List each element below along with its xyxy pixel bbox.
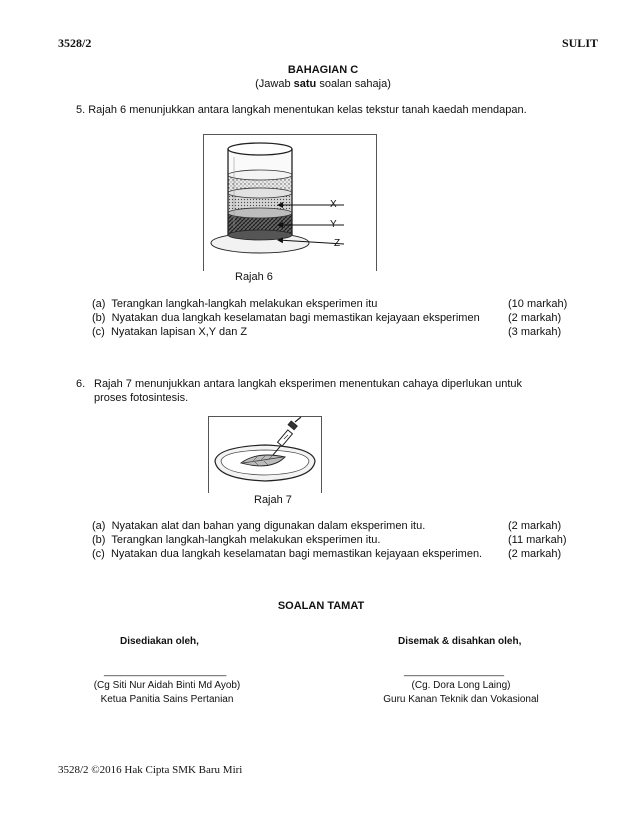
q5-part-c <box>92 326 572 340</box>
question-6-line-2: proses fotosintesis. <box>94 392 189 404</box>
question-6-number: 6. <box>76 378 86 390</box>
part-text: Terangkan langkah-langkah melakukan eksperimen itu <box>111 298 378 310</box>
part-letter: (c) <box>92 326 105 338</box>
question-6-line-1: Rajah 7 menunjukkan antara langkah eksperimen menentukan cahaya diperlukan untuk <box>94 378 523 390</box>
part-text: Nyatakan lapisan X,Y dan Z <box>110 326 248 338</box>
part-letter: (c) <box>92 548 105 560</box>
end-text: SOALAN TAMAT <box>277 600 365 612</box>
q6-part-b <box>92 534 572 548</box>
part-text: Terangkan langkah-langkah melakukan eksperimen itu. <box>111 534 381 546</box>
label-z: Z <box>334 238 341 249</box>
part-marks: (10 markah) <box>508 298 568 310</box>
part-text: Nyatakan dua langkah keselamatan bagi memastikan kejayaan eksperimen <box>111 312 480 324</box>
verified-by-name: (Cg. Dora Long Laing) <box>411 680 511 691</box>
classification-label: SULIT <box>561 36 598 50</box>
verified-by-signature-line: __________________ <box>404 666 505 677</box>
part-text: Nyatakan alat dan bahan yang digunakan dalam eksperimen itu. <box>111 520 426 532</box>
verified-by-role: Guru Kanan Teknik dan Vokasional <box>383 694 539 705</box>
q6-part-a <box>92 520 572 534</box>
prepared-by-role: Ketua Panitia Sains Pertanian <box>100 694 234 705</box>
part-marks: (2 markah) <box>508 548 562 560</box>
q5-part-b <box>92 312 572 326</box>
part-marks: (2 markah) <box>508 312 562 324</box>
prepared-by-name: (Cg Siti Nur Aidah Binti Md Ayob) <box>93 680 241 691</box>
paper-code: 3528/2 <box>58 36 92 50</box>
part-letter: (b) <box>92 534 106 546</box>
petri-dish-leaf-illustration <box>209 417 321 493</box>
part-letter: (b) <box>92 312 106 324</box>
footer-copyright: 3528/2 ©2016 Hak Cipta SMK Baru Miri <box>58 764 243 776</box>
part-marks: (2 markah) <box>508 520 562 532</box>
verified-by-heading: Disemak & disahkan oleh, <box>398 636 522 647</box>
section-title: BAHAGIAN C <box>287 64 359 76</box>
prepared-by-signature-line: ______________________ <box>104 666 227 677</box>
question-5-text: 5. Rajah 6 menunjukkan antara langkah menentukan kelas tekstur tanah kaedah mendapan. <box>76 104 527 116</box>
q6-part-c <box>92 548 572 562</box>
part-marks: (11 markah) <box>508 534 567 546</box>
section-instruction: (Jawab satu soalan sahaja) <box>255 78 391 90</box>
part-marks: (3 markah) <box>508 326 562 338</box>
label-x: X <box>330 199 337 210</box>
label-y: Y <box>330 219 337 230</box>
q5-part-a <box>92 298 572 312</box>
figure-caption-rajah-7: Rajah 7 <box>254 494 292 506</box>
part-letter: (a) <box>92 520 106 532</box>
figure-caption-rajah-6: Rajah 6 <box>235 271 273 283</box>
figure-rajah-7 <box>208 416 322 493</box>
part-text: Nyatakan dua langkah keselamatan bagi memastikan kejayaan eksperimen. <box>110 548 483 560</box>
part-letter: (a) <box>92 298 106 310</box>
prepared-by-heading: Disediakan oleh, <box>120 636 199 647</box>
